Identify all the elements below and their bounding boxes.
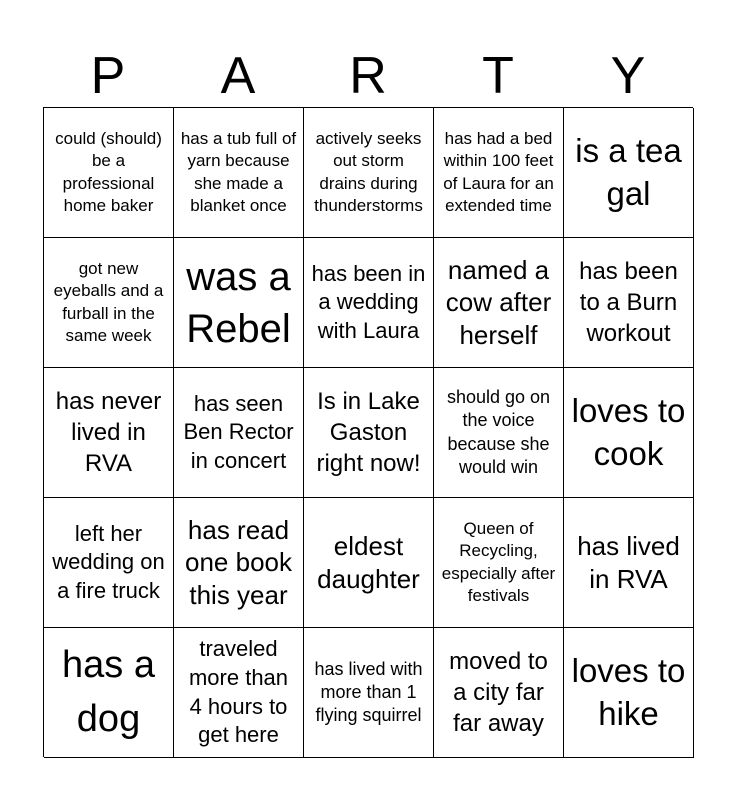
cell-text: has been in a wedding with Laura — [311, 260, 426, 343]
cell-text: has a dog — [62, 644, 155, 740]
bingo-cell[interactable] — [434, 368, 564, 498]
cell-text: should go on the voice because she would win — [446, 387, 551, 477]
header-letter-p: P — [90, 47, 126, 105]
cell-text: has lived in RVA — [577, 531, 680, 594]
bingo-cell[interactable] — [304, 628, 434, 758]
cell-text: has lived with more than 1 flying squirrel — [314, 658, 423, 726]
bingo-cell[interactable] — [304, 498, 434, 628]
bingo-cell[interactable] — [44, 628, 174, 758]
cell-text: Is in Lake Gaston right now! — [316, 387, 421, 478]
cell-text: actively seeks out storm drains during thunderstorms — [314, 128, 423, 215]
cell-text: eldest daughter — [317, 531, 420, 594]
cell-text: traveled more than 4 hours to get here — [188, 636, 289, 748]
bingo-cell[interactable] — [434, 108, 564, 238]
bingo-cell[interactable] — [174, 108, 304, 238]
cell-text: named a cow after herself — [445, 254, 552, 350]
cell-text: has never lived in RVA — [55, 387, 162, 478]
bingo-cell[interactable] — [174, 368, 304, 498]
header-letter-r: R — [349, 47, 387, 105]
bingo-cell[interactable] — [304, 368, 434, 498]
header-letter-a: A — [220, 47, 256, 105]
cell-text: has seen Ben Rector in concert — [183, 390, 294, 473]
cell-text: is a tea gal — [575, 131, 682, 212]
bingo-cell[interactable] — [44, 238, 174, 368]
bingo-cell[interactable] — [564, 108, 694, 238]
cell-text: could (should) be a professional home baker — [55, 128, 162, 215]
bingo-header — [43, 44, 693, 108]
bingo-cell[interactable] — [434, 238, 564, 368]
cell-text: was a Rebel — [186, 254, 291, 351]
header-letter-t: T — [482, 47, 514, 105]
cell-text: has read one book this year — [185, 514, 292, 610]
bingo-cell[interactable] — [174, 498, 304, 628]
bingo-cell[interactable] — [174, 238, 304, 368]
header-letter-y: Y — [610, 47, 646, 105]
bingo-cell[interactable] — [564, 498, 694, 628]
bingo-cell[interactable] — [44, 368, 174, 498]
bingo-cell[interactable] — [564, 238, 694, 368]
cell-text: has had a bed within 100 feet of Laura for an extended time — [443, 128, 554, 215]
bingo-cell[interactable] — [434, 498, 564, 628]
bingo-cell[interactable] — [434, 628, 564, 758]
cell-text: loves to cook — [571, 391, 686, 472]
bingo-cell[interactable] — [174, 628, 304, 758]
bingo-cell[interactable] — [44, 498, 174, 628]
cell-text: left her wedding on a fire truck — [52, 520, 165, 603]
bingo-board — [43, 107, 693, 757]
bingo-cell[interactable] — [304, 108, 434, 238]
cell-text: has a tub full of yarn because she made a blanket once — [180, 128, 297, 215]
bingo-cell[interactable] — [564, 628, 694, 758]
cell-text: has been to a Burn workout — [579, 257, 678, 348]
bingo-cell[interactable] — [564, 368, 694, 498]
cell-text: moved to a city far far away — [449, 647, 548, 738]
bingo-cell[interactable] — [304, 238, 434, 368]
cell-text: Queen of Recycling, especially after festivals — [441, 518, 556, 605]
cell-text: got new eyeballs and a furball in the same week — [53, 258, 164, 345]
cell-text: loves to hike — [571, 651, 686, 732]
bingo-cell[interactable] — [44, 108, 174, 238]
